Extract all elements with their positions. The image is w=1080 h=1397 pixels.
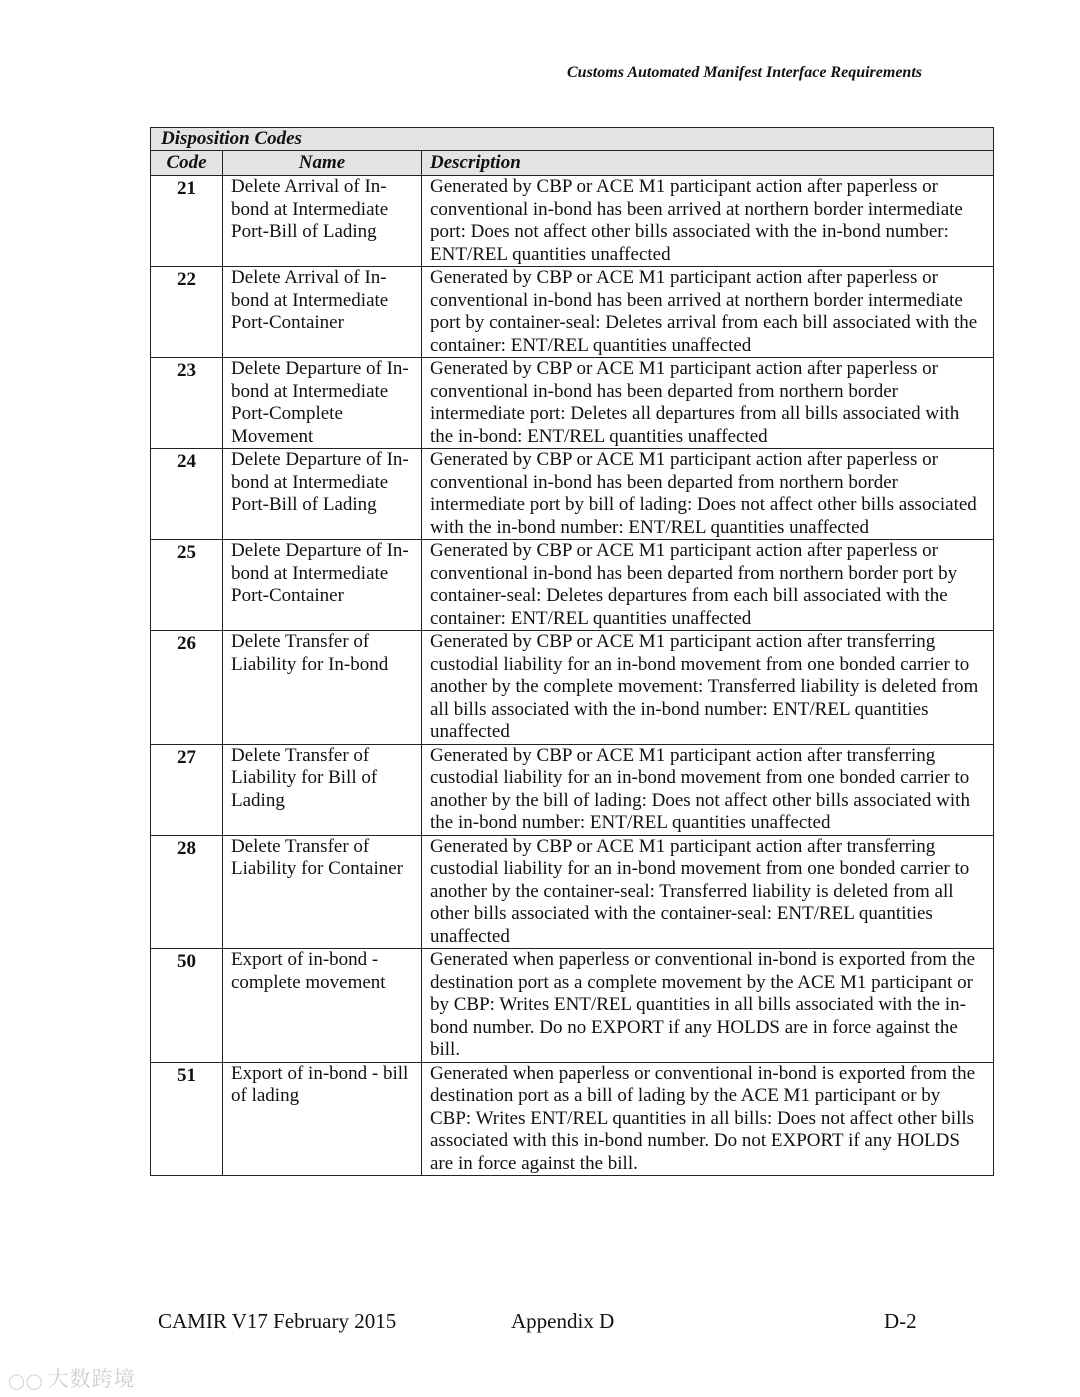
row-name: Delete Arrival of In-bond at Intermediate Port-Bill of Lading: [223, 176, 422, 267]
row-description: Generated by CBP or ACE M1 participant action after transferring custodial liability for an in-bond movement from one bonded carrier to another by the complete movement: Transferred liability is deleted from all bills associated with the in-bond number: ENT/REL quantities unaffected: [422, 631, 994, 745]
row-name: Delete Departure of In-bond at Intermediate Port-Container: [223, 540, 422, 631]
table-row: [151, 449, 994, 540]
column-header-code: Code: [151, 151, 223, 176]
watermark-text: 大数跨境: [47, 1367, 136, 1391]
row-name: Delete Transfer of Liability for Container: [223, 835, 422, 949]
page-header-title: Customs Automated Manifest Interface Requirements: [567, 64, 922, 81]
disposition-codes-table: [150, 127, 994, 1176]
row-description: Generated by CBP or ACE M1 participant action after paperless or conventional in-bond has been arrived at northern border intermediate port by container-seal: Deletes arrival from each bill associated with the container: ENT/REL quantities unaffected: [422, 267, 994, 358]
row-name: Export of in-bond - bill of lading: [223, 1062, 422, 1176]
row-name: Export of in-bond - complete movement: [223, 949, 422, 1063]
table-row: [151, 1062, 994, 1176]
table-row: [151, 631, 994, 745]
row-code: 26: [151, 631, 223, 745]
row-description: Generated by CBP or ACE M1 participant action after paperless or conventional in-bond has been departed from northern border intermediate port by bill of lading: Does not affect other bills associated with the in-bond number: ENT/REL quantities unaffected: [422, 449, 994, 540]
row-code: 24: [151, 449, 223, 540]
row-description: Generated by CBP or ACE M1 participant action after paperless or conventional in-bond has been departed from northern border intermediate port: Deletes all departures from all bills associated with the in-bond: ENT/REL quantities unaffected: [422, 358, 994, 449]
row-code: 22: [151, 267, 223, 358]
row-code: 21: [151, 176, 223, 267]
table-row: [151, 949, 994, 1063]
row-code: 51: [151, 1062, 223, 1176]
row-description: Generated by CBP or ACE M1 participant action after transferring custodial liability for an in-bond movement from one bonded carrier to another by the bill of lading: Does not affect other bills associated with the in-bond number: ENT/REL quantities unaffected: [422, 744, 994, 835]
row-name: Delete Arrival of In-bond at Intermediate Port-Container: [223, 267, 422, 358]
table-row: [151, 744, 994, 835]
row-name: Delete Transfer of Liability for Bill of Lading: [223, 744, 422, 835]
table-row: [151, 540, 994, 631]
table-row: [151, 835, 994, 949]
row-code: 27: [151, 744, 223, 835]
watermark: [8, 1363, 136, 1393]
footer-document-version: CAMIR V17 February 2015: [158, 1309, 397, 1333]
footer-page-number: D-2: [884, 1309, 917, 1333]
row-description: Generated by CBP or ACE M1 participant action after paperless or conventional in-bond has been departed from northern border port by container-seal: Deletes departures from each bill associated with the container: ENT/REL quantities unaffected: [422, 540, 994, 631]
table-caption-row: [151, 128, 994, 151]
column-header-name: Name: [223, 151, 422, 176]
row-name: Delete Departure of In-bond at Intermediate Port-Complete Movement: [223, 358, 422, 449]
row-code: 28: [151, 835, 223, 949]
row-code: 50: [151, 949, 223, 1063]
row-name: Delete Transfer of Liability for In-bond: [223, 631, 422, 745]
row-description: Generated when paperless or conventional in-bond is exported from the destination port as a complete movement by the ACE M1 participant or by CBP: Writes ENT/REL quantities in all bills associated with the in-bond number. Do no EXPORT if any HOLDS are in force against the bill.: [422, 949, 994, 1063]
footer-appendix: Appendix D: [511, 1309, 615, 1333]
table-row: [151, 358, 994, 449]
table-row: [151, 267, 994, 358]
table-row: [151, 176, 994, 267]
row-description: Generated by CBP or ACE M1 participant action after paperless or conventional in-bond has been arrived at northern border intermediate port: Does not affect other bills associated with the in-bond number: ENT/REL quantities unaffected: [422, 176, 994, 267]
row-name: Delete Departure of In-bond at Intermediate Port-Bill of Lading: [223, 449, 422, 540]
row-description: Generated by CBP or ACE M1 participant action after transferring custodial liability for an in-bond movement from one bonded carrier to another by the container-seal: Transferred liability is deleted from all other bills associated with the container-seal: ENT/REL quantities unaffected: [422, 835, 994, 949]
row-description: Generated when paperless or conventional in-bond is exported from the destination port as a bill of lading by the ACE M1 participant or by CBP: Writes ENT/REL quantities in all bills: Does not affect other bills associated with this in-bond number. Do not EXPORT if any HOLDS are in force against the bill.: [422, 1062, 994, 1176]
table-header-row: [151, 151, 994, 176]
watermark-logo-icon: ◯◯: [8, 1372, 44, 1390]
column-header-description: Description: [422, 151, 994, 176]
row-code: 25: [151, 540, 223, 631]
table-caption: Disposition Codes: [151, 128, 994, 151]
row-code: 23: [151, 358, 223, 449]
